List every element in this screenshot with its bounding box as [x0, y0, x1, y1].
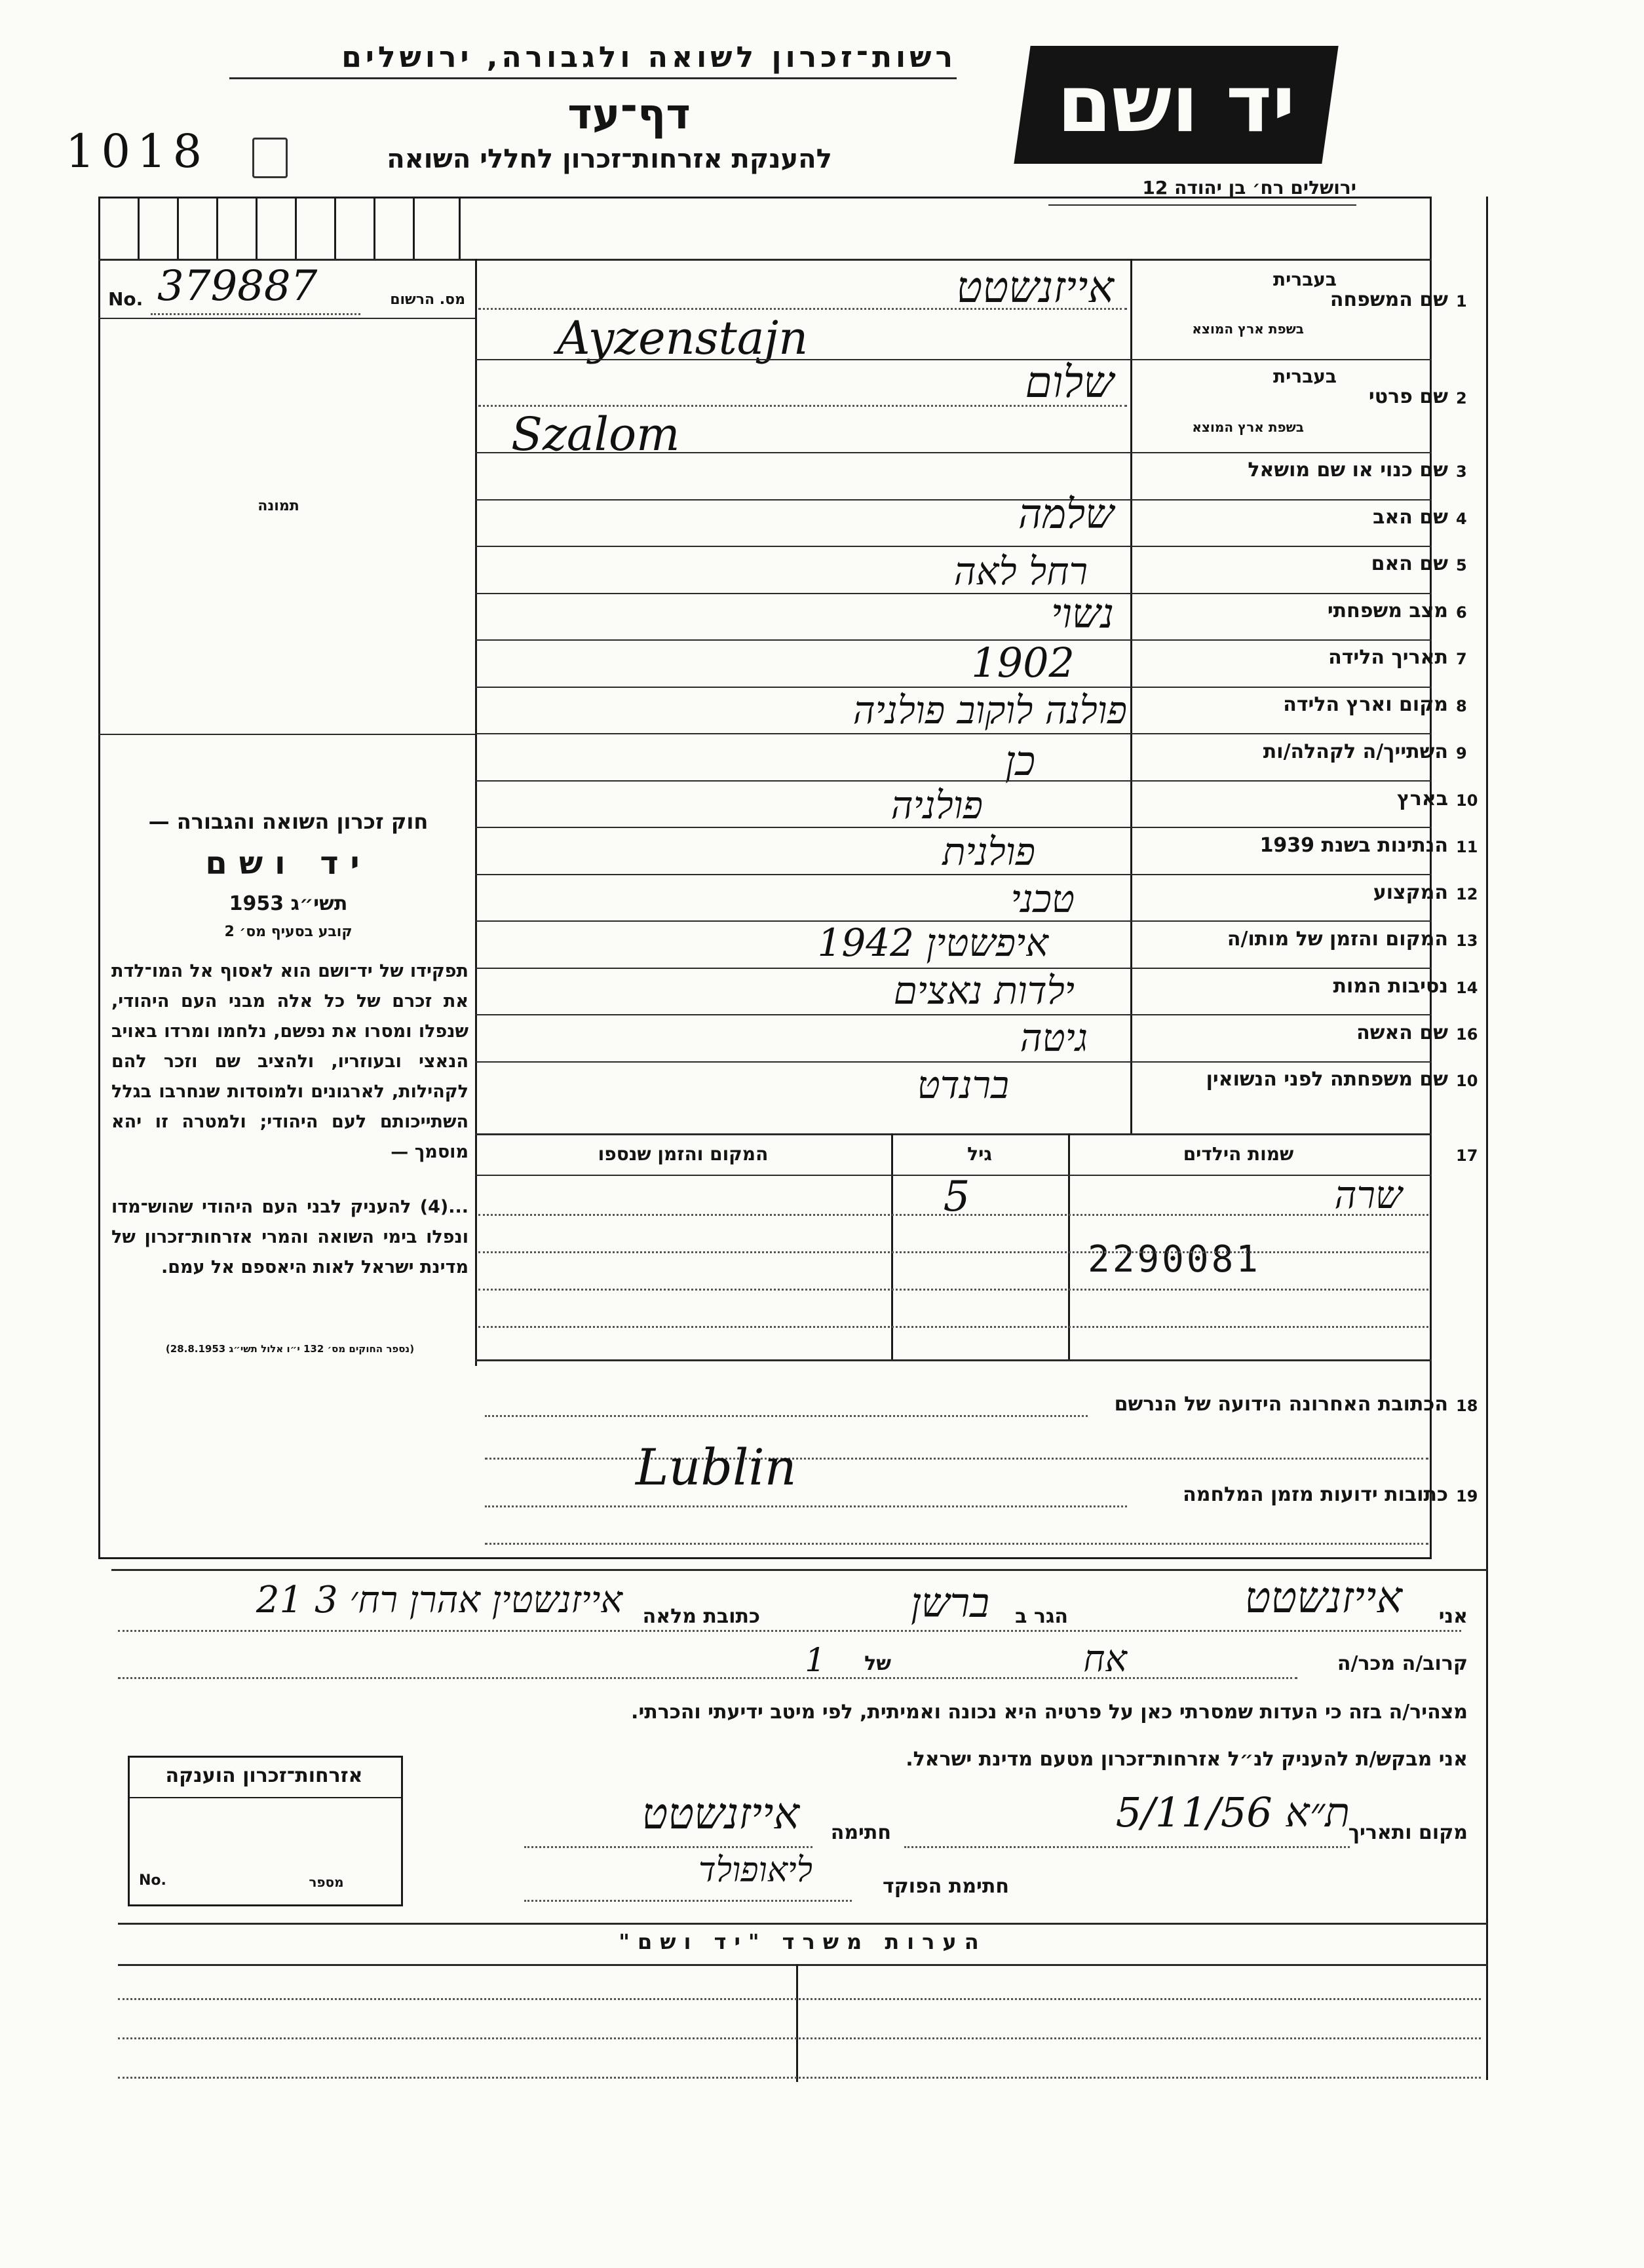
field-number: 10 — [1456, 791, 1478, 810]
notes-top — [118, 1923, 1487, 1925]
field-number: 11 — [1456, 838, 1478, 856]
wife-maiden-name: ברנדט — [917, 1063, 1009, 1107]
children-col-place: המקום והזמן שנספו — [598, 1143, 769, 1165]
photo-label: תמונה — [258, 498, 299, 514]
children-row-line — [478, 1289, 1428, 1291]
children-field-number: 17 — [1456, 1146, 1478, 1165]
row-divider — [475, 874, 1432, 875]
field-number: 14 — [1456, 979, 1478, 997]
field-number: 5 — [1456, 556, 1467, 575]
declaration-line — [524, 1846, 812, 1848]
field-number: 1 — [1456, 292, 1467, 311]
officer-signature: ליאופולד — [698, 1851, 812, 1890]
officer-label: חתימת הפוקד — [883, 1875, 1009, 1898]
strip-cell — [413, 197, 415, 259]
top-strip-line — [98, 259, 1432, 261]
notes-col-divider — [796, 1964, 798, 2082]
signature-value: אייזנשטט — [641, 1788, 799, 1839]
row-divider — [475, 780, 1432, 782]
law-clause-4: ...(4) להעניק לבני העם היהודי שהוש־מדו ונפלו בימי השואה והמרי אזרחות־זכרון של מדינת ישראל לאות היאספם אל עמם. — [111, 1197, 468, 1277]
photo-bottom — [98, 734, 475, 735]
row-divider — [475, 827, 1432, 828]
address-line — [485, 1415, 1088, 1417]
registration-bottom — [98, 318, 475, 319]
office-notes-title: הערות משרד "יד ושם" — [619, 1929, 987, 1954]
declaration-line — [118, 1630, 1461, 1632]
origin-language-label: בשפת ארץ המוצא — [1192, 419, 1304, 435]
children-row-line — [478, 1251, 1428, 1253]
of-value: 1 — [805, 1641, 826, 1679]
registration-no-label: No. — [108, 288, 143, 310]
granted-box-number-label: מספר — [309, 1874, 344, 1890]
registration-line — [151, 313, 360, 315]
law-footnote: (נספר החוקים מס׳ 132 י״ו אלול תשי״ג 28.8.1953) — [165, 1343, 415, 1355]
field-number: 2 — [1456, 389, 1467, 407]
field-label: המקום והזמן של מותו/ה — [1227, 928, 1448, 951]
death-place-date: איפשטין 1942 — [817, 920, 1048, 965]
declaration-line — [524, 1900, 852, 1902]
row-divider — [475, 733, 1432, 734]
granted-box-divider — [130, 1797, 401, 1798]
field-label: תאריך הלידה — [1328, 646, 1448, 669]
address-line — [485, 1505, 1127, 1507]
labels-column-divider — [1130, 259, 1132, 1133]
strip-cell — [334, 197, 336, 259]
field-label: המקצוע — [1373, 881, 1448, 904]
field-label: שם המשפחה — [1329, 288, 1448, 311]
granted-box-no: No. — [139, 1872, 166, 1889]
law-title: חוק זכרון השואה והגבורה — — [148, 809, 429, 834]
field-label: בארץ — [1396, 787, 1448, 810]
sheet-number-mark — [252, 138, 288, 178]
declaration-line — [118, 1677, 1297, 1679]
row-divider — [475, 546, 1432, 547]
field-label: שם פרטי — [1368, 385, 1448, 408]
children-stamp-number: 2290081 — [1088, 1238, 1261, 1281]
notes-line — [118, 2037, 1481, 2039]
community: כן — [1004, 737, 1035, 785]
nationality-1939: פולנית — [942, 829, 1035, 874]
field-number: 3 — [1456, 463, 1467, 481]
field-number: 8 — [1456, 697, 1467, 715]
field-label: שם האשה — [1356, 1021, 1448, 1044]
strip-cell — [177, 197, 179, 259]
strip-cell — [295, 197, 297, 259]
wife-name: גיטה — [1020, 1015, 1088, 1060]
registration-label: מס. הרשום — [390, 292, 465, 308]
place-date-label: מקום ותאריך — [1348, 1821, 1468, 1844]
field-label: שם כנוי או שם מושאל — [1248, 459, 1448, 482]
registration-number: 379887 — [157, 262, 318, 311]
field-label: השתייך/ה לקהלה/ות — [1263, 740, 1448, 763]
strip-cell — [138, 197, 140, 259]
strip-cell — [459, 197, 461, 259]
declaration-top — [111, 1569, 1487, 1571]
country: פולניה — [890, 783, 983, 827]
law-clause: קובע בסעיף מס׳ 2 — [224, 924, 353, 940]
field-label: מצב משפחתי — [1327, 599, 1448, 622]
notes-line — [118, 2077, 1481, 2079]
in-hebrew-label: בעברית — [1272, 269, 1337, 290]
field-line — [478, 308, 1127, 310]
notes-line — [118, 1998, 1481, 2000]
field-number: 6 — [1456, 603, 1467, 622]
authority-line: רשות־זכרון לשואה ולגבורה, ירושלים — [341, 41, 957, 74]
relative-value: אח — [1083, 1638, 1127, 1680]
full-address-label: כתובת מלאה — [642, 1605, 760, 1628]
form-title: דף־עד — [567, 90, 691, 139]
first-name-hebrew: שלום — [1025, 357, 1114, 407]
field-label: נסיבות המות — [1333, 975, 1448, 998]
declarant-name: אייזנשטט — [1244, 1572, 1402, 1623]
field-number: 9 — [1456, 744, 1467, 763]
first-name-latin: Szalom — [511, 407, 680, 461]
notes-title-line — [118, 1964, 1487, 1966]
residing-value: ברשן — [910, 1579, 989, 1627]
full-address-value: אייזנשטין אהרן רח׳ 3 21 — [256, 1579, 622, 1621]
field-label: שם האם — [1371, 552, 1448, 575]
birth-place: פולנה לוקוב פולניה — [852, 688, 1127, 732]
place-date-value: ת״א 5/11/56 — [1115, 1788, 1350, 1836]
citizenship-granted-box — [128, 1756, 403, 1906]
in-hebrew-label: בעברית — [1272, 366, 1337, 387]
family-name-hebrew: אייזנשטט — [956, 262, 1114, 312]
residing-label: הגר ב — [1015, 1605, 1068, 1628]
birth-date: 1902 — [971, 639, 1075, 687]
logo-text: יד ושם — [1057, 59, 1295, 150]
signature-label: חתימה — [830, 1821, 891, 1844]
header-address: ירושלים רח׳ בן יהודה 12 — [1142, 177, 1356, 198]
left-column-divider — [475, 259, 477, 1366]
field-number: 19 — [1456, 1487, 1478, 1505]
address-line — [485, 1458, 1428, 1460]
address-line — [485, 1543, 1428, 1545]
children-row-line — [478, 1214, 1428, 1216]
strip-cell — [373, 197, 375, 259]
field-label: מקום וארץ הלידה — [1283, 693, 1448, 716]
field-number: 18 — [1456, 1397, 1478, 1415]
field-label: הנתינות בשנת 1939 — [1259, 834, 1448, 857]
origin-language-label: בשפת ארץ המוצא — [1192, 321, 1304, 337]
field-number: 4 — [1456, 510, 1467, 528]
frame-right-extension — [1486, 197, 1488, 2080]
field-number: 10 — [1456, 1072, 1478, 1090]
field-number: 7 — [1456, 650, 1467, 668]
marital-status: נשוי — [1050, 590, 1114, 637]
children-col-age: גיל — [967, 1143, 992, 1165]
children-row-line — [478, 1326, 1428, 1328]
family-name-latin: Ayzenstajn — [557, 311, 809, 365]
row-divider — [475, 452, 1432, 453]
mother-name: רחל לאה — [953, 549, 1088, 594]
strip-cell — [256, 197, 258, 259]
law-year: תשי״ג 1953 — [229, 892, 348, 915]
law-name: יד ושם — [205, 845, 372, 882]
declaration-request: אני מבקש/ת להעניק לנ״ל אזרחות־זכרון מטעם מדינת ישראל. — [906, 1748, 1468, 1771]
declaration-statement: מצהיר/ה בזה כי העדות שמסרתי כאן על פרטיה היא נכונה ואמיתית, לפי מיטב ידיעתי והכרתי. — [631, 1701, 1468, 1724]
form-subtitle: להענקת אזרחות־זכרון לחללי השואה — [387, 144, 832, 174]
profession: טכני — [1010, 877, 1075, 921]
law-text: תפקידו של יד־ושם הוא לאסוף אל המו־לדת את זכרם של כל אלה מבני העם היהודי, שנפלו ומסרו את נפשם, נלחמו ומרדו באויב הנאצי ובעוזריו, ולהציב שם וזכר להם לקהילות, לארגונים ולמוסדות שנחרבו בגלל השתייכותם לעם היהודי; ולמטרה זו יהא מוסמך — — [111, 961, 468, 1162]
war-addresses-label: כתובות ידועות מזמן המלחמה — [1183, 1483, 1448, 1506]
child-name: שרה — [1334, 1173, 1402, 1217]
row-divider — [475, 1133, 1432, 1135]
relative-label: קרוב/ה מכר/ה — [1337, 1652, 1468, 1675]
last-address-value: Lublin — [636, 1438, 797, 1496]
father-name: שלמה — [1018, 490, 1114, 538]
field-line — [478, 405, 1127, 407]
granted-box-title: אזרחות־זכרון הוענקה — [165, 1764, 363, 1787]
strip-cell — [216, 197, 218, 259]
field-label: שם משפחתה לפני הנשואין — [1206, 1068, 1448, 1091]
authority-underline — [229, 77, 957, 79]
field-number: 13 — [1456, 932, 1478, 950]
children-col-names: שמות הילדים — [1183, 1143, 1294, 1165]
field-number: 12 — [1456, 885, 1478, 903]
last-address-label: הכתובת האחרונה הידועה של הנרשם — [1114, 1393, 1448, 1416]
yad-vashem-logo — [1014, 46, 1338, 164]
sheet-number: 1018 — [66, 124, 209, 178]
field-label: שם האב — [1373, 506, 1448, 529]
of-label: של — [864, 1652, 891, 1675]
declaration-i-label: אני — [1438, 1605, 1468, 1628]
field-number: 16 — [1456, 1025, 1478, 1044]
children-bottom — [475, 1359, 1432, 1361]
child-age: 5 — [943, 1173, 970, 1221]
death-circumstances: ילדות נאצים — [893, 968, 1075, 1013]
declaration-line — [904, 1846, 1350, 1848]
